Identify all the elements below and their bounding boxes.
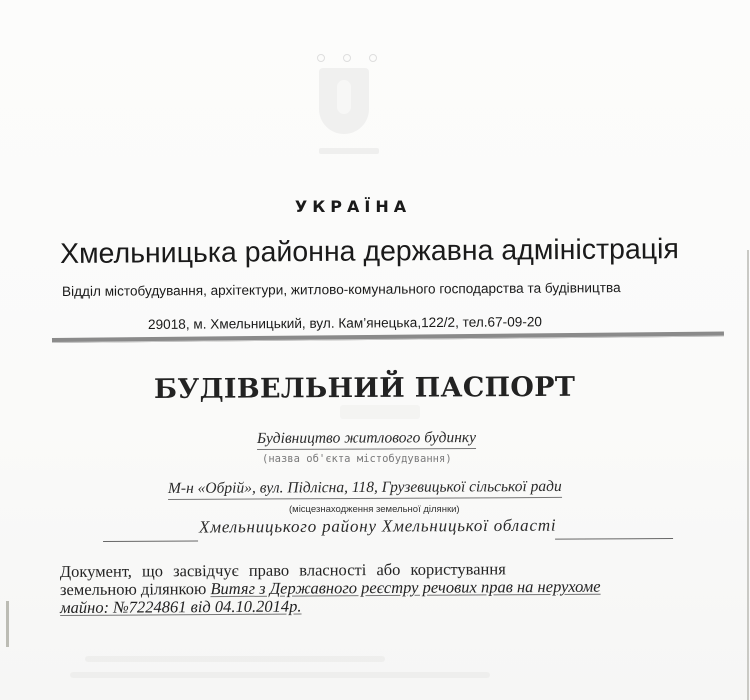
bleed-through-text	[70, 672, 490, 678]
emblem-dots	[317, 54, 377, 62]
blank-line	[555, 538, 673, 540]
ownership-value-continued: майно: №7224861 від 04.10.2014р.	[60, 596, 302, 617]
blank-line	[103, 541, 198, 542]
coat-of-arms-icon	[313, 48, 385, 160]
ownership-label-line: Документ, що засвідчує право власності або користування	[59, 559, 506, 582]
shield-icon	[319, 68, 369, 134]
emblem-dot-icon	[343, 54, 351, 62]
object-name-field: Будівництво житлового будинку	[257, 429, 476, 450]
country-heading: УКРАЇНА	[294, 197, 412, 216]
ownership-label: земельною ділянкою	[59, 579, 211, 599]
department-name: Відділ містобудування, архітектури, житлово-комунального господарства та будівництва	[61, 280, 621, 299]
district-field	[103, 515, 673, 542]
bleed-through-text	[340, 405, 420, 419]
district-text: Хмельницького району Хмельницької області	[198, 515, 557, 537]
location-field: М-н «Обрій», вул. Підлісна, 118, Грузевицької сільської ради	[168, 478, 562, 500]
object-name-caption: (назва об'єкта містобудування)	[262, 453, 452, 465]
bleed-through-text	[85, 656, 385, 662]
document-title: БУДІВЕЛЬНИЙ ПАСПОРТ	[153, 371, 576, 405]
administration-title: Хмельницька районна державна адміністрація	[59, 233, 679, 270]
binder-edge-mark	[6, 601, 9, 647]
emblem-dot-icon	[369, 54, 377, 62]
shield-figure	[337, 80, 351, 114]
header-divider	[52, 332, 724, 343]
ownership-value: Витяг з Державного реєстру речових прав на нерухоме	[210, 576, 601, 599]
ownership-document-paragraph	[60, 559, 700, 617]
location-caption: (місцезнаходження земельної ділянки)	[289, 504, 460, 515]
page-edge	[747, 250, 749, 700]
emblem-caption	[319, 148, 379, 154]
department-address: 29018, м. Хмельницький, вул. Кам’янецька,122/2, тел.67-09-20	[147, 314, 542, 332]
ownership-line-3	[60, 595, 700, 617]
emblem-dot-icon	[317, 54, 325, 62]
